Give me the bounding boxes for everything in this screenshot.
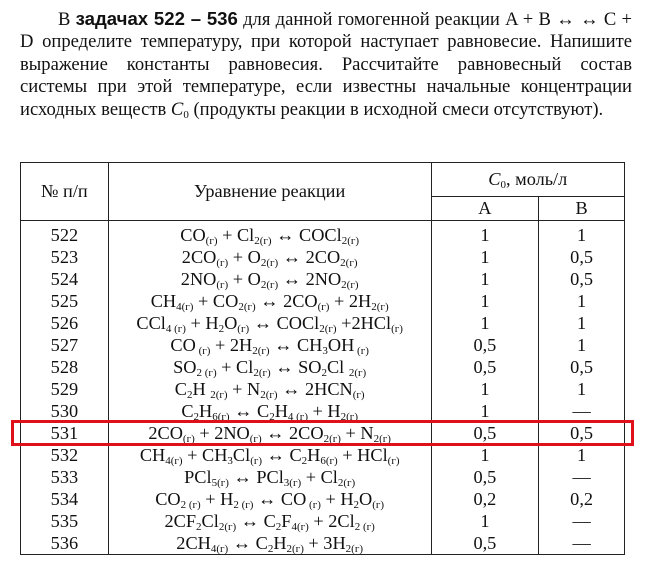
row-conc-b: 1 — [539, 290, 625, 312]
row-equation: $CCl_{4 (г)} + H_2O_{(г)}$ ↔ COCl$_{2(г)}$ +2HCl$_{(г)}$ — [108, 312, 431, 334]
row-conc-b: 0,5 — [539, 246, 625, 268]
table-row — [21, 290, 625, 312]
row-number: 533 — [21, 466, 109, 488]
intro-text-end: (продукты реакции в исходной смеси отсутствуют). — [188, 98, 604, 120]
row-equation: CO $_{(г)} + 2H_{2(г)}$ ↔ $CH_3OH$ $_{(г)}$ — [108, 334, 431, 356]
row-conc-a: 1 — [431, 221, 539, 247]
c-symbol: C — [170, 98, 184, 120]
row-conc-a: 0,5 — [431, 422, 539, 444]
row-conc-b: 0,2 — [539, 488, 625, 510]
row-conc-b: — — [539, 466, 625, 488]
row-number: 534 — [21, 488, 109, 510]
row-equation: $C_2H$ $_{2(г)} + N_{2(г)}$ ↔ $2HCN_{(г)}$ — [108, 378, 431, 400]
table-row — [21, 312, 625, 334]
table-row — [21, 356, 625, 378]
col-header-equation: Уравнение реакции — [108, 163, 431, 221]
row-conc-a: 1 — [431, 312, 539, 334]
row-equation: PCl$_{5(г)}$ ↔ $PCl_{3(г)} + Cl_{2(г)}$ — [108, 466, 431, 488]
row-conc-a: 0,2 — [431, 488, 539, 510]
row-equation: $CH_{4(г)} + CO_{2(г)}$ ↔ $2CO_{(г)} + 2H_{2(г)}$ — [108, 290, 431, 312]
col-header-b: B — [539, 197, 625, 221]
row-conc-b: 1 — [539, 378, 625, 400]
c-symbol: C — [488, 169, 501, 189]
row-number: 529 — [21, 378, 109, 400]
table-row — [21, 378, 625, 400]
row-conc-a: 0,5 — [431, 356, 539, 378]
col-header-concentration: $C_0$, моль/л — [431, 163, 624, 197]
row-number: 532 — [21, 444, 109, 466]
table-row — [21, 334, 625, 356]
reaction-table — [20, 162, 625, 555]
row-conc-b: 1 — [539, 221, 625, 247]
row-conc-a: 1 — [431, 510, 539, 532]
row-conc-b: 0,5 — [539, 422, 625, 444]
row-number: 523 — [21, 246, 109, 268]
row-conc-b: 1 — [539, 312, 625, 334]
row-number: 525 — [21, 290, 109, 312]
table-row — [21, 221, 625, 247]
row-conc-a: 1 — [431, 268, 539, 290]
row-number: 535 — [21, 510, 109, 532]
row-number: 524 — [21, 268, 109, 290]
row-conc-a: 1 — [431, 444, 539, 466]
c-subscript: 0 — [183, 108, 189, 121]
table-row — [21, 422, 625, 444]
row-number: 528 — [21, 356, 109, 378]
task-intro-paragraph — [20, 8, 632, 121]
row-conc-a: 0,5 — [431, 532, 539, 555]
row-number: 522 — [21, 221, 109, 247]
row-conc-a: 0,5 — [431, 334, 539, 356]
row-conc-a: 1 — [431, 378, 539, 400]
row-equation: $CH_{4(г)} + CH_3Cl_{(г)}$ ↔ $C_2H_{6(г)} + HCl_{(г)}$ — [108, 444, 431, 466]
table-row — [21, 510, 625, 532]
row-conc-a: 1 — [431, 290, 539, 312]
row-equation: $CO_{2 (г)} + H_{2 (г)}$ ↔ CO $_{(г)} + H_2O_{(г)}$ — [108, 488, 431, 510]
task-intro — [20, 8, 632, 121]
row-number: 530 — [21, 400, 109, 422]
row-equation: $SO_{2 (г)} + Cl_{2(г)}$ ↔ $SO_2Cl$ $_{2(г)}$ — [108, 356, 431, 378]
row-conc-b: 1 — [539, 334, 625, 356]
table-row — [21, 268, 625, 290]
c-subscript: 0 — [500, 179, 506, 191]
row-conc-b: 1 — [539, 444, 625, 466]
reaction-rows — [21, 221, 625, 555]
row-conc-b: — — [539, 400, 625, 422]
row-conc-b: 0,5 — [539, 268, 625, 290]
task-range: задачах 522 – 536 — [75, 8, 238, 29]
row-conc-b: — — [539, 532, 625, 555]
table-row — [21, 488, 625, 510]
col-header-a: A — [431, 197, 539, 221]
row-number: 526 — [21, 312, 109, 334]
row-equation: $2NO_{(г)} + O_{2(г)}$ ↔ $2NO_{2(г)}$ — [108, 268, 431, 290]
intro-text: для данной гомогенной реакции A + B ↔ ↔ C + D определите температуру, при которой наступает равновесие. Напишите выражение константы равновесия. Рассчитайте равновесный состав системы при этой температуре, если известны начальные концентрации исходных веществ — [20, 9, 632, 120]
table-row — [21, 246, 625, 268]
row-number: 536 — [21, 532, 109, 555]
row-conc-b: — — [539, 510, 625, 532]
intro-prefix: В — [58, 9, 76, 30]
row-equation: $2CH_{4(г)}$ ↔ $C_2H_{2(г)} + 3H_{2(г)}$ — [108, 532, 431, 555]
row-equation: $2CF_2Cl_{2(г)}$ ↔ $C_2F_{4(г)} + 2Cl_{2 (г)}$ — [108, 510, 431, 532]
row-number: 527 — [21, 334, 109, 356]
row-equation: $2CO_{(г)} + 2NO_{(г)}$ ↔ $2CO_{2(г)} + N_{2(г)}$ — [108, 422, 431, 444]
table-row — [21, 400, 625, 422]
row-equation: $2CO_{(г)} + O_{2(г)}$ ↔ $2CO_{2(г)}$ — [108, 246, 431, 268]
table-row — [21, 532, 625, 555]
table-row — [21, 444, 625, 466]
row-conc-a: 1 — [431, 400, 539, 422]
col-header-number: № п/п — [21, 163, 109, 221]
row-conc-b: 0,5 — [539, 356, 625, 378]
row-conc-a: 0,5 — [431, 466, 539, 488]
row-conc-a: 1 — [431, 246, 539, 268]
row-equation: $C_2H_{6(г)}$ ↔ $C_2H_{4 (г)} + H_{2(г)}$ — [108, 400, 431, 422]
row-equation: $CO_{(г)} + Cl_{2(г)}$ ↔ COCl$_{2(г)}$ — [108, 221, 431, 247]
row-number: 531 — [21, 422, 109, 444]
table-row — [21, 466, 625, 488]
